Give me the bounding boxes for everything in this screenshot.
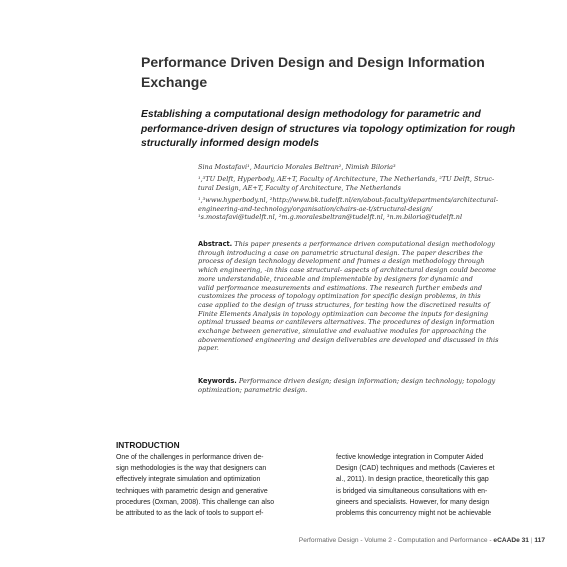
affiliation-line: tural Design, AE+T, Faculty of Architecture, The Netherlands <box>198 183 401 192</box>
page-number: 117 <box>534 537 545 544</box>
abstract <box>198 240 538 353</box>
abstract-line: exchange between generative, simulative and evaluative modules for approaching the <box>198 327 487 336</box>
abstract-line: Finite Elements Analysis in topology optimization can become the inputs for designing <box>198 309 489 318</box>
abstract-line: more understandable, traceable and implementable by designers for dynamic and <box>198 274 473 283</box>
abstract-line: through introducing a case on parametric structural design. The paper describes the <box>198 248 483 257</box>
body-line: procedures (Oxman, 2008). This challenge can also <box>116 498 275 506</box>
abstract-line: customizes the process of topology optimization for specific design problems, in this <box>198 292 481 301</box>
keywords-text: Performance driven design; design information; design technology; topology <box>236 377 496 385</box>
abstract-line <box>198 240 538 249</box>
author-urls-emails <box>198 196 538 222</box>
affiliations <box>198 175 538 192</box>
abstract-line: process of design technology development and frames a design methodology through <box>198 257 485 266</box>
body-line: techniques with parametric design and generative <box>116 487 268 495</box>
footer-separator: | <box>528 537 535 544</box>
page-footer <box>230 537 545 544</box>
body-line: effectively integrate simulation and optimization <box>116 476 261 484</box>
affiliation-line: ¹,³TU Delft, Hyperbody, AE+T, Faculty of Architecture, The Netherlands, ²TU Delft, Struc- <box>198 175 495 183</box>
keywords-label: Keywords. <box>198 377 237 385</box>
abstract-line: abovementioned engineering and design deliverables are developed and discussed in this <box>198 335 499 344</box>
section-heading-introduction: INTRODUCTION <box>116 440 180 450</box>
author-names: Sina Mostafavi¹, Mauricio Morales Beltran², Nimish Biloria³ <box>198 163 396 171</box>
body-line: fective knowledge integration in Computer Aided <box>336 454 484 461</box>
author-list <box>198 163 538 172</box>
abstract-line: optimal trussed beams or cantilevers alternatives. The procedures of design information <box>198 318 495 327</box>
body-line: gineers and specialists. However, for many design <box>336 498 490 506</box>
keywords <box>198 377 538 394</box>
body-line: One of the challenges in performance driven de- <box>116 454 264 461</box>
footer-volume: Performative Design - Volume 2 - Computation and Performance - <box>298 537 494 544</box>
abstract-line: paper. <box>198 344 219 353</box>
url-line: engineering-and-technology/organisation/chairs-ae-t/structural-design/ <box>198 204 433 213</box>
body-line: Design (CAD) techniques and methods (Cavieres et <box>336 465 495 473</box>
footer-conference: eCAADe 31 <box>493 537 529 544</box>
abstract-line: valid performance measurements and estimations. The research further embeds and <box>198 283 483 292</box>
url-line: ¹,³www.hyperbody.nl, ²http://www.bk.tudelft.nl/en/about-faculty/departments/architectural- <box>198 196 499 204</box>
body-line: problems this concurrency might not be achievable <box>336 510 492 518</box>
abstract-text: This paper presents a performance driven computational design methodology <box>232 240 495 248</box>
body-line: be attributed to as the lack of tools to support ef- <box>116 510 264 518</box>
body-column-right <box>336 452 542 519</box>
abstract-line: which engineering, -in this case structural- aspects of architectural design could become <box>198 266 496 275</box>
body-line: sign methodologies is the way that designers can <box>116 465 267 473</box>
keywords-line: optimization; parametric design. <box>198 385 308 394</box>
body-line: al., 2011). In design practice, theoretically this gap <box>336 476 489 484</box>
keywords-line <box>198 377 538 386</box>
body-line: is bridged via simultaneous consultations with en- <box>336 487 488 495</box>
body-column-left <box>116 452 322 519</box>
email-line: ¹s.mostafavi@tudelft.nl, ²m.g.moralesbeltran@tudelft.nl, ³n.m.biloria@tudelft.nl <box>198 213 463 221</box>
paper-subtitle: Establishing a computational design methodology for parametric and performance-driven design of structures via topology optimization for rough structurally informed design models <box>141 109 516 149</box>
paper-title: Performance Driven Design and Design Information Exchange <box>141 54 485 90</box>
abstract-label: Abstract. <box>198 240 233 248</box>
abstract-line: case applied to the design of truss structures, for testing how the discretized results of <box>198 300 490 309</box>
